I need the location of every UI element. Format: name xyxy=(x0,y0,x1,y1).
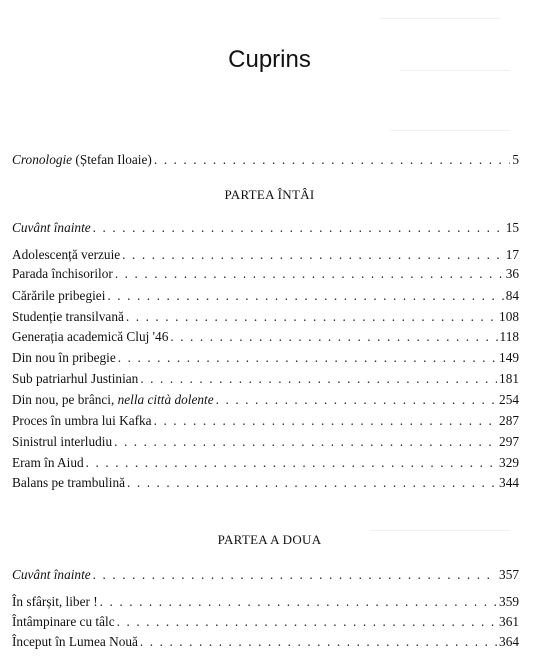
toc-page-number: 36 xyxy=(505,266,519,281)
toc-entry[interactable] xyxy=(12,412,519,430)
toc-page-number: 17 xyxy=(505,247,519,262)
toc-entry[interactable] xyxy=(12,474,519,492)
toc-entry[interactable] xyxy=(12,593,519,611)
toc-entry-label: Din nou în pribegie xyxy=(12,350,116,365)
toc-page-number: 287 xyxy=(499,413,519,428)
toc-page-number: 329 xyxy=(499,455,519,470)
toc-entry[interactable] xyxy=(12,349,519,367)
toc-entry-label: Cărările pribegiei xyxy=(12,288,106,303)
toc-entry-label: Balans pe trambulină xyxy=(12,475,125,490)
dot-leader xyxy=(154,412,497,430)
part-two-heading: PARTEA A DOUA xyxy=(217,532,322,547)
dot-leader xyxy=(115,265,504,283)
dot-leader xyxy=(127,474,497,492)
toc-entry[interactable] xyxy=(12,328,519,346)
toc-entry-label: Început în Lumea Nouă xyxy=(12,634,138,649)
toc-entry-label: Sinistrul interludiu xyxy=(12,434,113,449)
toc-entry-label: Din nou, pe brânci, nella città dolente xyxy=(12,392,214,407)
part-one-heading: PARTEA ÎNTÂI xyxy=(224,187,315,202)
dot-leader xyxy=(170,328,497,346)
toc-entry[interactable] xyxy=(12,454,519,472)
toc-page-number: 361 xyxy=(499,614,519,629)
dot-leader xyxy=(140,370,497,388)
dot-leader xyxy=(122,246,504,264)
toc-entry-chronology[interactable] xyxy=(12,151,519,169)
dot-leader xyxy=(100,593,497,611)
toc-page-number: 359 xyxy=(499,594,519,609)
toc-entry[interactable] xyxy=(12,287,519,305)
toc-page-number: 297 xyxy=(499,434,519,449)
toc-entry-foreword[interactable] xyxy=(12,219,519,237)
toc-page-number: 15 xyxy=(505,220,519,235)
toc-page-number: 357 xyxy=(499,567,519,582)
bleed-through-line xyxy=(380,8,500,19)
dot-leader xyxy=(140,633,497,651)
toc-entry-label: Generația academică Cluj '46 xyxy=(12,329,169,344)
toc-entry[interactable] xyxy=(12,391,519,409)
toc-entry-label: În sfârșit, liber ! xyxy=(12,594,98,609)
dot-leader xyxy=(154,151,511,169)
toc-entry-label: Parada închisorilor xyxy=(12,266,113,281)
page-title: Cuprins xyxy=(228,46,311,73)
dot-leader xyxy=(117,613,497,631)
dot-leader xyxy=(86,454,497,472)
dot-leader xyxy=(107,287,503,305)
toc-entry-label: Sub patriarhul Justinian xyxy=(12,371,139,386)
toc-page-number: 84 xyxy=(505,288,519,303)
toc-entry[interactable] xyxy=(12,308,519,326)
toc-page-number: 181 xyxy=(499,371,519,386)
dot-leader xyxy=(118,349,497,367)
toc-page-number: 344 xyxy=(499,475,519,490)
toc-entry-label: Cuvânt înainte xyxy=(12,220,91,235)
bleed-through-line xyxy=(390,120,510,131)
toc-entry-label: Întâmpinare cu tâlc xyxy=(12,614,115,629)
toc-entry[interactable] xyxy=(12,433,519,451)
dot-leader xyxy=(114,433,497,451)
toc-page-number: 254 xyxy=(499,392,519,407)
toc-entry-label: Cuvânt înainte xyxy=(12,567,91,582)
toc-entry[interactable] xyxy=(12,370,519,388)
toc-entry-foreword[interactable] xyxy=(12,566,519,584)
dot-leader xyxy=(126,308,497,326)
toc-entry[interactable] xyxy=(12,613,519,631)
toc-entry[interactable] xyxy=(12,246,519,264)
dot-leader xyxy=(216,391,497,409)
toc-page-number: 118 xyxy=(499,329,519,344)
toc-page-number: 149 xyxy=(499,350,519,365)
toc-entry[interactable] xyxy=(12,265,519,283)
toc-page-number: 5 xyxy=(512,152,519,167)
toc-page-number: 364 xyxy=(499,634,519,649)
toc-entry-label: Adolescență verzuie xyxy=(12,247,121,262)
toc-entry-label: Studenție transilvană xyxy=(12,309,124,324)
toc-entry[interactable] xyxy=(12,633,519,651)
bleed-through-line xyxy=(370,520,510,531)
toc-entry-label: Proces în umbra lui Kafka xyxy=(12,413,152,428)
toc-page-number: 108 xyxy=(499,309,519,324)
dot-leader xyxy=(93,219,504,237)
toc-entry-label: Eram în Aiud xyxy=(12,455,84,470)
toc-entry-label: Cronologie (Ștefan Iloaie) xyxy=(12,152,152,167)
dot-leader xyxy=(93,566,497,584)
